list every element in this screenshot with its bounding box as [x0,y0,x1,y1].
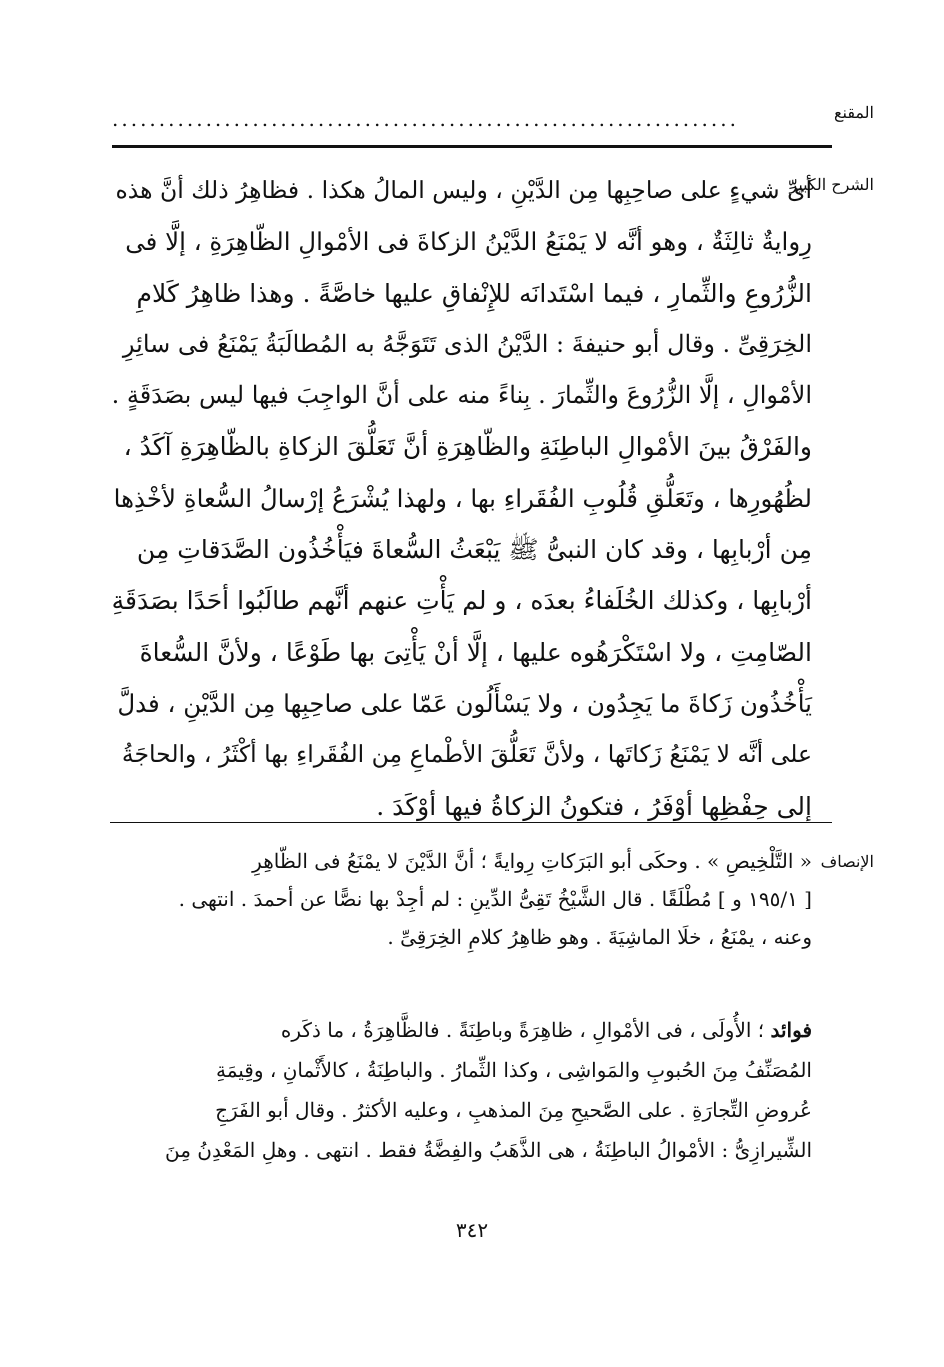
sharh-text-block [112,165,812,832]
sharh-line: رِوايةٌ ثالِثَةٌ ، وهو أنَّه لا يَمْنَعُ الدَّيْنُ الزكاةَ فى الأمْوالِ الظّاهِرَةِ ، إلَّا فى [125,227,812,257]
fawaid-line: المُصَنِّفُ مِنَ الحُبوبِ والمَواشِى ، وكذا الثِّمارُ . والباطِنَةُ ، كالأَثْمانِ ، وقِيمَةِ [215,1058,812,1082]
sharh-line: مِن أرْبابِها ، وقد كان النبىُّ ﷺ يَبْعَثُ السُّعاةَ فيَأْخُذُون الصَّدَقاتِ مِن [136,535,812,565]
sharh-line: على أنَّه لا يَمْنَعُ زَكاتَها ، ولأنَّ تَعَلُّقَ الأطْماعِ مِن الفُقَراءِ بها أكْثَرُ ، والحاجَةُ [121,740,812,769]
section-label-insaf: الإنصاف [820,852,874,871]
sharh-line: الصّامِتِ ، ولا اسْتَكْرَهُوه عليها ، إلَّا أنْ يَأْتِىَ بها طَوْعًا ، ولأنَّ السُّعاةَ [139,637,812,667]
fawaid-line-text: ؛ الأُولَى ، فى الأمْوالِ ، ظاهِرَةً وباطِنَةً . فالظَّاهِرَةُ ، ما ذكَره [280,1018,765,1042]
section-divider [110,822,832,823]
sharh-line: الخِرَقِىِّ . وقال أبو حنيفةَ : الدَّيْنُ الذى تَتَوَجَّهُ به المُطالَبَةُ يَمْنَعُ فى سائِرِ [122,329,812,358]
fawaid-line: عُروضِ التِّجارَةِ . على الصَّحيحِ مِنَ المذهبِ ، وعليه الأكثرُ . وقال أبو الفَرَجِ [215,1098,812,1122]
insaf-text-block [112,842,812,956]
fawaid-line: الشِّيرازِىُّ : الأمْوالُ الباطِنَةُ ، هى الذَّهَبُ والفِضَّةُ فقط . انتهى . وهلِ المَعْدِنُ مِنَ [165,1138,812,1162]
insaf-line: وعنه ، يمْنَعُ ، خلَا الماشِيَةَ . وهو ظاهِرُ كلامِ الخِرَقِىِّ . [387,925,812,949]
sharh-line: الأمْوالِ ، إلَّا الزُّرُوعَ والثِّمارَ . بِناءً منه على أنَّ الواجِبَ فيها ليس بصَدَقَةٍ . [111,381,812,410]
sharh-line: الزُّرُوعِ والثِّمارِ ، فيما اسْتَدانَه للإِنْفاقِ عليها خاصَّةً . وهذا ظاهِرُ كَلامِ [136,278,812,308]
sharh-line: أىِّ شيءٍ على صاحِبِها مِن الدَّيْنِ ، وليس المالُ هكذا . فظاهِرُ ذلك أنَّ هذه [115,176,812,204]
sharh-line: أرْبابِها ، وكذلك الخُلَفاءُ بعدَه ، و لم يَأْتِ عنهم أنَّهم طالَبُوا أحَدًا بصَدَقَةِ [111,586,812,616]
sharh-line: والفَرْقُ بينَ الأمْوالِ الباطِنَةِ والظّاهِرَةِ أنَّ تَعَلُّقَ الزكاةِ بالظّاهِرَةِ آكَدُ ، [123,432,812,462]
fawaid-line [112,1010,812,1050]
sharh-line: يَأْخُذُون زَكاةَ ما يَجِدُون ، ولا يَسْأَلُون عَمّا على صاحِبِها مِن الدَّيْنِ ، فدلَّ [117,688,812,718]
sharh-line: لظُهُورِها ، وتَعَلُّقِ قُلُوبِ الفُقَراءِ بها ، ولهذا يُشْرَعُ إرْسالُ السُّعاةِ لأخْذِها [113,483,812,513]
section-label-sharh: الشرح الكبير [789,175,874,194]
insaf-line: « التَّلْخِيصِ » . وحكَى أبو البَرَكاتِ رِوايةً ؛ أنَّ الدَّيْنَ لا يمْنَعُ فى الظّاهِرِ [252,849,812,873]
header-book-label: المقنع [833,103,874,122]
header-dotted-rule: ................................................................... [112,107,739,131]
insaf-line: [ ١٩٥/١ و ] مُطْلَقًا . قال الشَّيْخُ تَقِىُّ الدِّينِ : لم أجِدْ بها نصًّا عن أحمدَ . انتهى . [178,887,812,911]
fawaid-heading: فوائد [770,1018,812,1042]
fawaid-text-block [112,1010,812,1170]
sharh-line: إلى حِفْظِها أوْفَرُ ، فتكونُ الزكاةُ فيها أوْكَدَ . [376,791,812,821]
page-number: ٣٤٢ [455,1218,489,1242]
header-rule [112,145,832,148]
